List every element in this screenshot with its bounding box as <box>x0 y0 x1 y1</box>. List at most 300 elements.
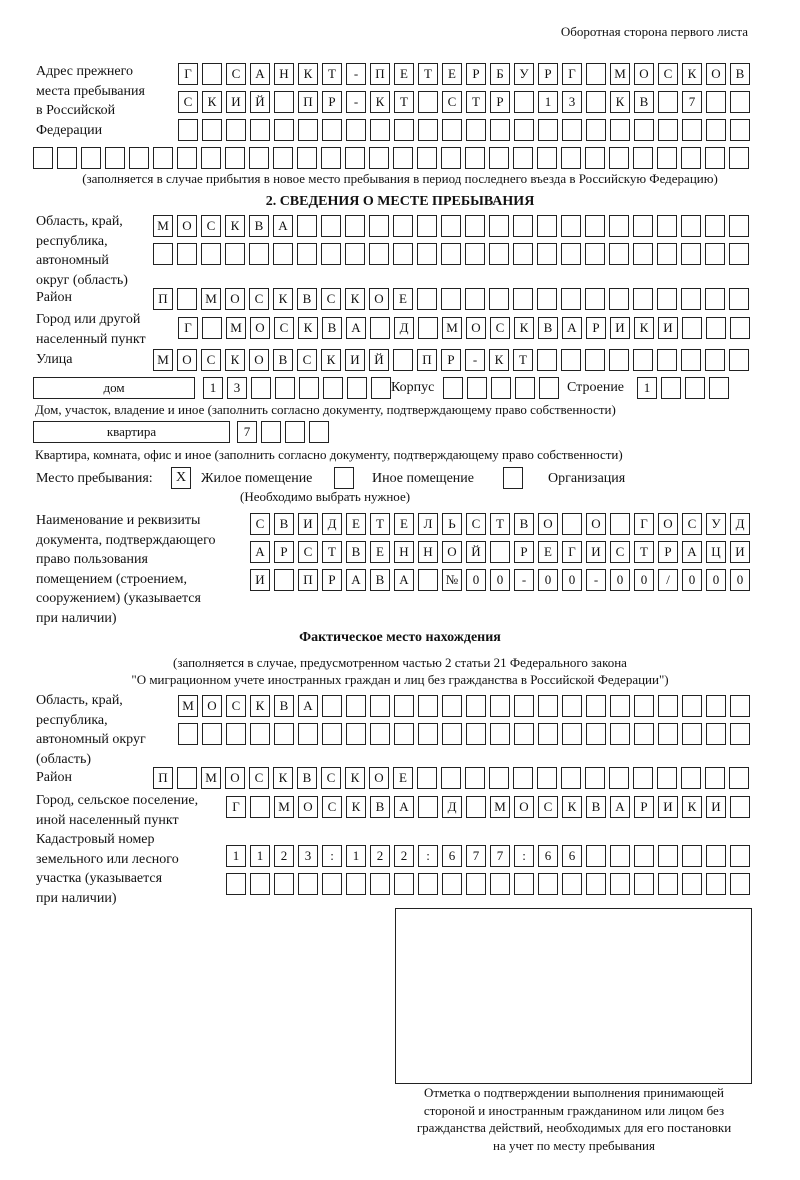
char-cell[interactable] <box>658 119 678 141</box>
char-cell[interactable]: И <box>250 569 270 591</box>
char-cell[interactable] <box>681 243 701 265</box>
char-cell[interactable]: Р <box>538 63 558 85</box>
char-cell[interactable]: 2 <box>370 845 390 867</box>
char-cell[interactable] <box>657 288 677 310</box>
char-cell[interactable] <box>585 349 605 371</box>
char-cell[interactable]: 0 <box>466 569 486 591</box>
char-cell[interactable]: О <box>249 349 269 371</box>
char-cell[interactable]: - <box>346 91 366 113</box>
char-cell[interactable]: В <box>586 796 606 818</box>
char-cell[interactable]: Д <box>322 513 342 535</box>
char-cell[interactable] <box>201 147 221 169</box>
char-cell[interactable] <box>537 147 557 169</box>
char-cell[interactable] <box>226 723 246 745</box>
char-cell[interactable]: В <box>274 695 294 717</box>
stay-place-organization-checkbox[interactable] <box>503 467 523 489</box>
char-cell[interactable] <box>298 873 318 895</box>
char-cell[interactable]: В <box>730 63 750 85</box>
char-cell[interactable] <box>466 119 486 141</box>
char-cell[interactable] <box>515 377 535 399</box>
char-cell[interactable] <box>705 147 725 169</box>
char-cell[interactable] <box>417 147 437 169</box>
char-cell[interactable] <box>297 243 317 265</box>
char-cell[interactable] <box>370 119 390 141</box>
char-cell[interactable] <box>490 723 510 745</box>
char-cell[interactable]: Ь <box>442 513 462 535</box>
char-cell[interactable] <box>729 243 749 265</box>
char-cell[interactable]: В <box>249 215 269 237</box>
char-cell[interactable]: К <box>273 767 293 789</box>
char-cell[interactable] <box>441 147 461 169</box>
char-cell[interactable]: В <box>370 796 390 818</box>
char-cell[interactable]: С <box>297 349 317 371</box>
char-cell[interactable] <box>682 695 702 717</box>
char-cell[interactable]: Т <box>322 541 342 563</box>
char-cell[interactable] <box>561 243 581 265</box>
char-cell[interactable]: 1 <box>250 845 270 867</box>
char-cell[interactable]: М <box>153 349 173 371</box>
char-cell[interactable]: Р <box>466 63 486 85</box>
char-cell[interactable]: В <box>538 317 558 339</box>
char-cell[interactable]: И <box>706 796 726 818</box>
char-cell[interactable]: В <box>297 767 317 789</box>
char-cell[interactable]: О <box>466 317 486 339</box>
char-cell[interactable] <box>658 723 678 745</box>
char-cell[interactable] <box>105 147 125 169</box>
char-cell[interactable] <box>561 288 581 310</box>
char-cell[interactable] <box>417 288 437 310</box>
char-cell[interactable]: К <box>634 317 654 339</box>
char-cell[interactable] <box>585 147 605 169</box>
char-cell[interactable]: Д <box>442 796 462 818</box>
char-cell[interactable]: А <box>346 317 366 339</box>
char-cell[interactable] <box>586 873 606 895</box>
char-cell[interactable] <box>537 243 557 265</box>
char-cell[interactable]: А <box>273 215 293 237</box>
char-cell[interactable]: П <box>370 63 390 85</box>
char-cell[interactable]: 1 <box>203 377 223 399</box>
char-cell[interactable] <box>705 215 725 237</box>
char-cell[interactable] <box>441 215 461 237</box>
char-cell[interactable]: Н <box>394 541 414 563</box>
char-cell[interactable] <box>297 215 317 237</box>
char-cell[interactable] <box>729 147 749 169</box>
char-cell[interactable]: В <box>370 569 390 591</box>
char-cell[interactable] <box>513 288 533 310</box>
char-cell[interactable]: К <box>250 695 270 717</box>
char-cell[interactable] <box>730 91 750 113</box>
char-cell[interactable] <box>681 215 701 237</box>
char-cell[interactable]: С <box>249 288 269 310</box>
char-cell[interactable]: К <box>682 796 702 818</box>
char-cell[interactable]: К <box>610 91 630 113</box>
char-cell[interactable] <box>658 873 678 895</box>
char-cell[interactable] <box>585 767 605 789</box>
char-cell[interactable]: К <box>345 288 365 310</box>
char-cell[interactable] <box>261 421 281 443</box>
house-type-field[interactable]: дом <box>33 377 195 399</box>
char-cell[interactable] <box>610 873 630 895</box>
char-cell[interactable] <box>657 215 677 237</box>
char-cell[interactable] <box>610 695 630 717</box>
char-cell[interactable]: 6 <box>538 845 558 867</box>
char-cell[interactable] <box>177 288 197 310</box>
char-cell[interactable] <box>609 243 629 265</box>
char-cell[interactable] <box>274 723 294 745</box>
char-cell[interactable] <box>345 147 365 169</box>
char-cell[interactable] <box>562 873 582 895</box>
char-cell[interactable] <box>466 723 486 745</box>
char-cell[interactable] <box>562 513 582 535</box>
char-cell[interactable] <box>465 288 485 310</box>
char-cell[interactable]: Р <box>274 541 294 563</box>
char-cell[interactable]: Е <box>538 541 558 563</box>
char-cell[interactable] <box>658 91 678 113</box>
char-cell[interactable] <box>634 873 654 895</box>
char-cell[interactable]: О <box>442 541 462 563</box>
char-cell[interactable]: № <box>442 569 462 591</box>
char-cell[interactable] <box>537 215 557 237</box>
char-cell[interactable] <box>322 119 342 141</box>
char-cell[interactable] <box>538 723 558 745</box>
char-cell[interactable]: : <box>514 845 534 867</box>
char-cell[interactable] <box>322 873 342 895</box>
char-cell[interactable] <box>418 723 438 745</box>
char-cell[interactable]: К <box>345 767 365 789</box>
char-cell[interactable]: И <box>226 91 246 113</box>
char-cell[interactable]: И <box>586 541 606 563</box>
char-cell[interactable] <box>153 243 173 265</box>
char-cell[interactable] <box>370 695 390 717</box>
char-cell[interactable] <box>250 723 270 745</box>
char-cell[interactable] <box>489 288 509 310</box>
char-cell[interactable]: М <box>226 317 246 339</box>
stay-place-residential-checkbox[interactable]: X <box>171 467 191 489</box>
char-cell[interactable] <box>298 723 318 745</box>
char-cell[interactable] <box>585 215 605 237</box>
char-cell[interactable] <box>682 873 702 895</box>
char-cell[interactable]: И <box>658 796 678 818</box>
char-cell[interactable] <box>442 119 462 141</box>
char-cell[interactable]: С <box>250 513 270 535</box>
char-cell[interactable]: / <box>658 569 678 591</box>
char-cell[interactable] <box>274 91 294 113</box>
char-cell[interactable] <box>489 147 509 169</box>
char-cell[interactable]: С <box>321 767 341 789</box>
char-cell[interactable]: С <box>226 695 246 717</box>
char-cell[interactable] <box>273 147 293 169</box>
char-cell[interactable]: Е <box>393 767 413 789</box>
char-cell[interactable] <box>729 215 749 237</box>
char-cell[interactable] <box>514 873 534 895</box>
char-cell[interactable]: Д <box>394 317 414 339</box>
char-cell[interactable] <box>250 119 270 141</box>
char-cell[interactable]: О <box>225 767 245 789</box>
char-cell[interactable] <box>490 695 510 717</box>
char-cell[interactable] <box>730 796 750 818</box>
char-cell[interactable] <box>321 147 341 169</box>
char-cell[interactable]: С <box>249 767 269 789</box>
char-cell[interactable] <box>513 243 533 265</box>
char-cell[interactable] <box>561 767 581 789</box>
char-cell[interactable] <box>610 119 630 141</box>
char-cell[interactable]: М <box>153 215 173 237</box>
char-cell[interactable] <box>634 723 654 745</box>
char-cell[interactable] <box>323 377 343 399</box>
char-cell[interactable] <box>442 873 462 895</box>
char-cell[interactable] <box>682 723 702 745</box>
char-cell[interactable] <box>610 845 630 867</box>
char-cell[interactable]: С <box>466 513 486 535</box>
char-cell[interactable]: С <box>442 91 462 113</box>
char-cell[interactable]: Е <box>442 63 462 85</box>
char-cell[interactable] <box>538 695 558 717</box>
char-cell[interactable] <box>514 695 534 717</box>
char-cell[interactable]: В <box>514 513 534 535</box>
char-cell[interactable]: О <box>369 767 389 789</box>
char-cell[interactable] <box>681 147 701 169</box>
char-cell[interactable] <box>418 91 438 113</box>
char-cell[interactable] <box>441 243 461 265</box>
char-cell[interactable]: П <box>298 91 318 113</box>
char-cell[interactable]: М <box>442 317 462 339</box>
char-cell[interactable]: : <box>322 845 342 867</box>
char-cell[interactable] <box>298 119 318 141</box>
char-cell[interactable]: С <box>321 288 341 310</box>
char-cell[interactable] <box>394 119 414 141</box>
char-cell[interactable]: 2 <box>394 845 414 867</box>
char-cell[interactable]: У <box>706 513 726 535</box>
char-cell[interactable]: А <box>682 541 702 563</box>
char-cell[interactable]: И <box>730 541 750 563</box>
char-cell[interactable]: П <box>153 288 173 310</box>
char-cell[interactable] <box>177 147 197 169</box>
char-cell[interactable] <box>491 377 511 399</box>
char-cell[interactable] <box>489 243 509 265</box>
char-cell[interactable] <box>299 377 319 399</box>
char-cell[interactable]: О <box>658 513 678 535</box>
char-cell[interactable] <box>466 873 486 895</box>
char-cell[interactable]: М <box>201 767 221 789</box>
char-cell[interactable] <box>729 767 749 789</box>
char-cell[interactable]: : <box>418 845 438 867</box>
char-cell[interactable]: Р <box>322 91 342 113</box>
char-cell[interactable]: Й <box>369 349 389 371</box>
char-cell[interactable] <box>322 723 342 745</box>
char-cell[interactable]: Д <box>730 513 750 535</box>
char-cell[interactable] <box>177 767 197 789</box>
char-cell[interactable] <box>201 243 221 265</box>
char-cell[interactable] <box>489 767 509 789</box>
char-cell[interactable] <box>706 91 726 113</box>
char-cell[interactable] <box>706 873 726 895</box>
char-cell[interactable] <box>706 695 726 717</box>
char-cell[interactable] <box>466 695 486 717</box>
char-cell[interactable] <box>153 147 173 169</box>
char-cell[interactable] <box>249 147 269 169</box>
char-cell[interactable]: Т <box>322 63 342 85</box>
char-cell[interactable] <box>561 349 581 371</box>
char-cell[interactable] <box>586 63 606 85</box>
char-cell[interactable]: Б <box>490 63 510 85</box>
char-cell[interactable]: Р <box>441 349 461 371</box>
char-cell[interactable]: - <box>465 349 485 371</box>
char-cell[interactable]: О <box>202 695 222 717</box>
char-cell[interactable] <box>514 91 534 113</box>
char-cell[interactable]: 7 <box>237 421 257 443</box>
char-cell[interactable]: О <box>538 513 558 535</box>
char-cell[interactable]: 0 <box>538 569 558 591</box>
char-cell[interactable] <box>490 119 510 141</box>
char-cell[interactable] <box>682 317 702 339</box>
apartment-type-field[interactable]: квартира <box>33 421 230 443</box>
char-cell[interactable]: Р <box>490 91 510 113</box>
char-cell[interactable] <box>274 873 294 895</box>
char-cell[interactable] <box>513 147 533 169</box>
char-cell[interactable]: В <box>274 513 294 535</box>
char-cell[interactable]: Е <box>370 541 390 563</box>
char-cell[interactable] <box>467 377 487 399</box>
char-cell[interactable] <box>538 119 558 141</box>
char-cell[interactable] <box>730 723 750 745</box>
char-cell[interactable] <box>633 349 653 371</box>
char-cell[interactable] <box>393 215 413 237</box>
char-cell[interactable] <box>202 317 222 339</box>
char-cell[interactable] <box>657 349 677 371</box>
char-cell[interactable] <box>202 63 222 85</box>
char-cell[interactable] <box>634 119 654 141</box>
char-cell[interactable] <box>393 243 413 265</box>
char-cell[interactable]: 1 <box>637 377 657 399</box>
char-cell[interactable]: О <box>586 513 606 535</box>
char-cell[interactable]: В <box>322 317 342 339</box>
char-cell[interactable]: О <box>225 288 245 310</box>
char-cell[interactable] <box>394 873 414 895</box>
char-cell[interactable]: С <box>538 796 558 818</box>
char-cell[interactable]: 0 <box>706 569 726 591</box>
char-cell[interactable]: Г <box>178 63 198 85</box>
char-cell[interactable]: М <box>201 288 221 310</box>
char-cell[interactable] <box>705 349 725 371</box>
char-cell[interactable] <box>685 377 705 399</box>
char-cell[interactable] <box>682 119 702 141</box>
char-cell[interactable]: А <box>394 569 414 591</box>
char-cell[interactable] <box>178 119 198 141</box>
char-cell[interactable] <box>274 119 294 141</box>
char-cell[interactable] <box>633 288 653 310</box>
char-cell[interactable]: Й <box>466 541 486 563</box>
char-cell[interactable] <box>443 377 463 399</box>
char-cell[interactable]: 6 <box>562 845 582 867</box>
char-cell[interactable] <box>513 767 533 789</box>
char-cell[interactable]: К <box>682 63 702 85</box>
char-cell[interactable] <box>586 91 606 113</box>
char-cell[interactable]: 0 <box>490 569 510 591</box>
char-cell[interactable]: Е <box>346 513 366 535</box>
char-cell[interactable]: А <box>562 317 582 339</box>
char-cell[interactable]: Т <box>634 541 654 563</box>
char-cell[interactable] <box>393 147 413 169</box>
char-cell[interactable] <box>322 695 342 717</box>
char-cell[interactable]: В <box>273 349 293 371</box>
char-cell[interactable] <box>251 377 271 399</box>
char-cell[interactable] <box>297 147 317 169</box>
char-cell[interactable]: С <box>610 541 630 563</box>
char-cell[interactable] <box>658 695 678 717</box>
char-cell[interactable] <box>537 349 557 371</box>
char-cell[interactable] <box>370 723 390 745</box>
char-cell[interactable] <box>226 119 246 141</box>
char-cell[interactable]: С <box>298 541 318 563</box>
char-cell[interactable] <box>417 243 437 265</box>
char-cell[interactable]: К <box>225 215 245 237</box>
char-cell[interactable] <box>441 288 461 310</box>
char-cell[interactable]: С <box>201 349 221 371</box>
char-cell[interactable] <box>730 873 750 895</box>
char-cell[interactable]: О <box>634 63 654 85</box>
char-cell[interactable]: И <box>345 349 365 371</box>
char-cell[interactable] <box>730 845 750 867</box>
char-cell[interactable] <box>730 119 750 141</box>
char-cell[interactable]: К <box>321 349 341 371</box>
char-cell[interactable] <box>202 119 222 141</box>
char-cell[interactable] <box>274 569 294 591</box>
char-cell[interactable] <box>561 147 581 169</box>
char-cell[interactable] <box>586 695 606 717</box>
char-cell[interactable]: - <box>346 63 366 85</box>
char-cell[interactable] <box>309 421 329 443</box>
char-cell[interactable]: К <box>489 349 509 371</box>
char-cell[interactable] <box>321 243 341 265</box>
char-cell[interactable] <box>346 119 366 141</box>
char-cell[interactable] <box>490 873 510 895</box>
char-cell[interactable] <box>539 377 559 399</box>
char-cell[interactable]: 0 <box>610 569 630 591</box>
char-cell[interactable] <box>585 243 605 265</box>
char-cell[interactable] <box>633 243 653 265</box>
char-cell[interactable] <box>633 767 653 789</box>
char-cell[interactable]: М <box>490 796 510 818</box>
char-cell[interactable] <box>706 119 726 141</box>
char-cell[interactable] <box>681 349 701 371</box>
char-cell[interactable] <box>33 147 53 169</box>
char-cell[interactable]: О <box>514 796 534 818</box>
char-cell[interactable] <box>273 243 293 265</box>
char-cell[interactable] <box>371 377 391 399</box>
char-cell[interactable]: П <box>298 569 318 591</box>
char-cell[interactable] <box>81 147 101 169</box>
char-cell[interactable] <box>250 873 270 895</box>
char-cell[interactable] <box>706 845 726 867</box>
char-cell[interactable] <box>706 723 726 745</box>
char-cell[interactable] <box>610 513 630 535</box>
char-cell[interactable] <box>275 377 295 399</box>
char-cell[interactable] <box>633 215 653 237</box>
char-cell[interactable] <box>537 767 557 789</box>
char-cell[interactable]: В <box>346 541 366 563</box>
char-cell[interactable]: М <box>610 63 630 85</box>
char-cell[interactable] <box>730 317 750 339</box>
char-cell[interactable]: П <box>153 767 173 789</box>
char-cell[interactable]: И <box>658 317 678 339</box>
char-cell[interactable]: Г <box>562 541 582 563</box>
char-cell[interactable]: О <box>369 288 389 310</box>
char-cell[interactable] <box>442 695 462 717</box>
char-cell[interactable]: С <box>682 513 702 535</box>
char-cell[interactable]: 2 <box>274 845 294 867</box>
char-cell[interactable] <box>729 288 749 310</box>
char-cell[interactable]: А <box>394 796 414 818</box>
